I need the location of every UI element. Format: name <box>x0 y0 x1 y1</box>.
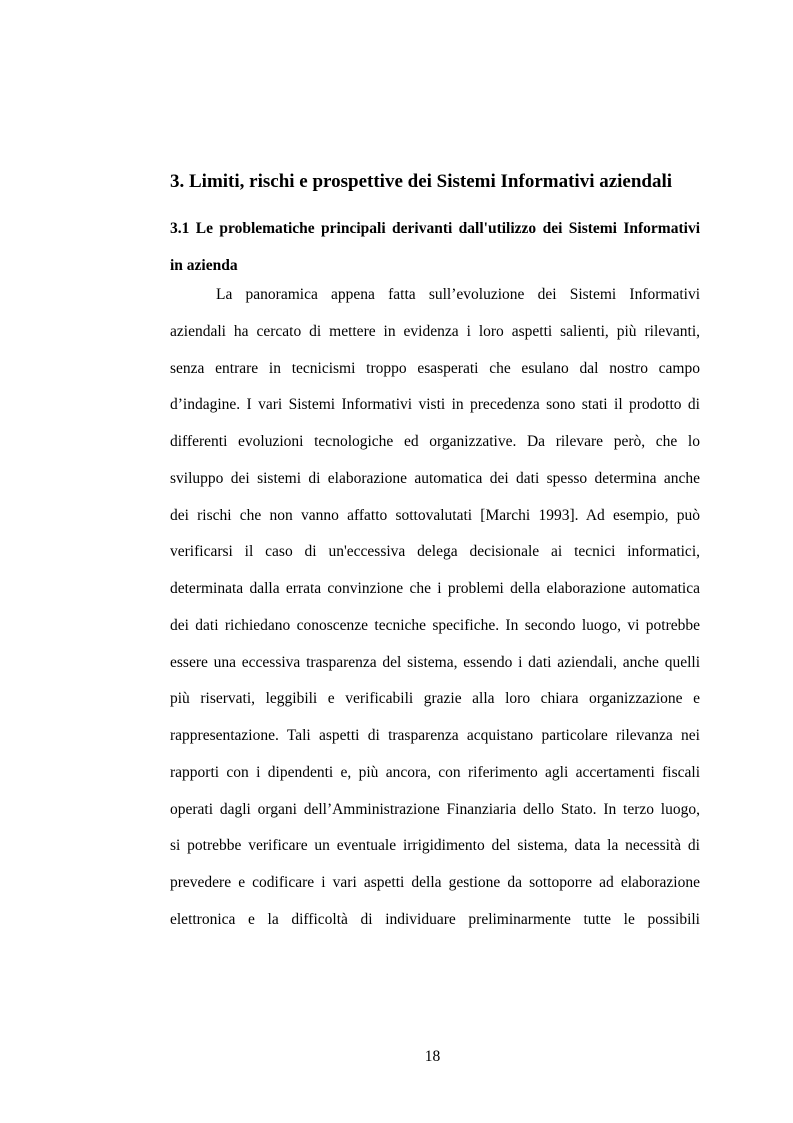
paragraph-line: operati dagli organi dell’Amministrazione Finanziaria dello Stato. In terzo luogo, <box>170 800 700 818</box>
paragraph-line: essere una eccessiva trasparenza del sistema, essendo i dati aziendali, anche quelli <box>170 653 700 671</box>
paragraph-line: verificarsi il caso di un'eccessiva delega decisionale ai tecnici informatici, <box>170 543 700 561</box>
section-title-line: 3.1 Le problematiche principali derivanti dall'utilizzo dei Sistemi Informativi <box>170 220 700 237</box>
paragraph-line: La panoramica appena fatta sull’evoluzione dei Sistemi Informativi <box>216 286 700 303</box>
paragraph-line: rappresentazione. Tali aspetti di trasparenza acquistano particolare rilevanza nei <box>170 727 700 744</box>
paragraph-line: senza entrare in tecnicismi troppo esasperati che esulano dal nostro campo <box>170 359 700 377</box>
paragraph-line: rapporti con i dipendenti e, più ancora, con riferimento agli accertamenti fiscali <box>170 763 700 781</box>
paragraph-line: determinata dalla errata convinzione che i problemi della elaborazione automatica <box>170 580 700 597</box>
paragraph-line: elettronica e la difficoltà di individuare preliminarmente tutte le possibili <box>170 910 700 928</box>
paragraph-line: d’indagine. I vari Sistemi Informativi visti in precedenza sono stati il prodotto di <box>170 396 700 414</box>
body-paragraph <box>170 277 700 939</box>
chapter-title: 3. Limiti, rischi e prospettive dei Sistemi Informativi aziendali <box>170 171 673 192</box>
paragraph-line: dei rischi che non vanno affatto sottovalutati [Marchi 1993]. Ad esempio, può <box>170 506 700 524</box>
paragraph-line: differenti evoluzioni tecnologiche ed organizzative. Da rilevare però, che lo <box>170 433 700 450</box>
paragraph-line: più riservati, leggibili e verificabili grazie alla loro chiara organizzazione e <box>170 690 700 708</box>
paragraph-line: dei dati richiedano conoscenze tecniche specifiche. In secondo luogo, vi potrebbe <box>170 616 700 634</box>
paragraph-line: sviluppo dei sistemi di elaborazione automatica dei dati spesso determina anche <box>170 469 700 487</box>
section-title <box>170 210 700 284</box>
paragraph-line: si potrebbe verificare un eventuale irrigidimento del sistema, data la necessità di <box>170 837 700 855</box>
section-title-line: in azienda <box>170 257 238 274</box>
paragraph-line: aziendali ha cercato di mettere in evidenza i loro aspetti salienti, più rilevanti, <box>170 322 700 340</box>
page-number: 18 <box>424 1048 441 1065</box>
paragraph-line: prevedere e codificare i vari aspetti della gestione da sottoporre ad elaborazione <box>170 874 700 891</box>
